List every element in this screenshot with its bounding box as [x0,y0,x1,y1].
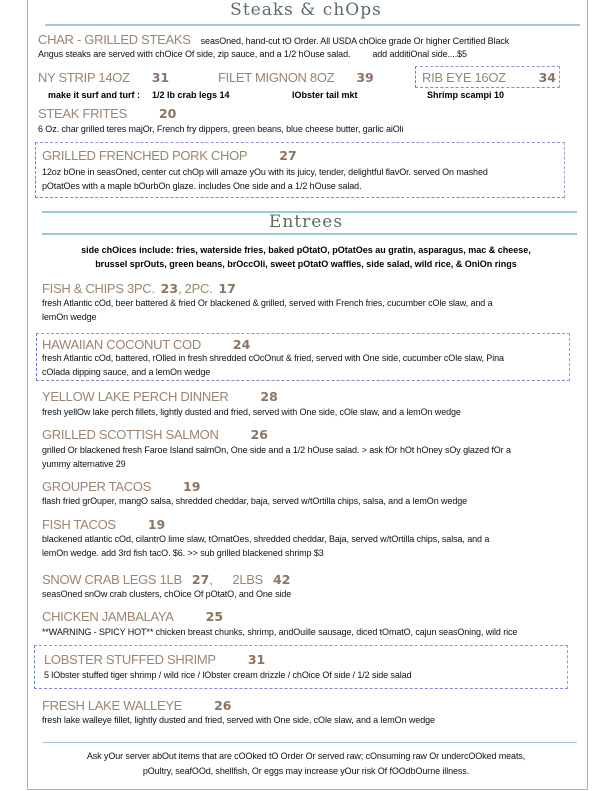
item-price: 24 [232,337,251,352]
cut-rib-eye [422,70,556,85]
hawaiian-cod-header [42,337,250,352]
item-price: 42 [273,572,291,587]
item-desc: pOtatOes with a maple bOurbOn glaze. includes One side and a 1/2 hOuse salad. [42,181,362,191]
item-price: 28 [260,389,278,404]
perch-header [42,389,278,404]
item-desc: fresh lake walleye fillet, lightly dusted and fried, served with One side, cOle slaw, and a lemOn wedge [42,715,435,725]
item-price: 39 [356,70,374,85]
pork-chop-header [42,148,297,163]
footer-disclaimer: Ask yOur server abOut items that are cOOked tO Order Or served raw; cOnsuming raw Or undercOOked meats, [86,751,526,761]
item-desc: fresh yellOw lake perch fillets, lightly dusted and fried, served with One side, cOle slaw, and a lemOn wedge [42,407,461,417]
lobster-shrimp-header [44,652,265,667]
char-grilled-desc [38,49,467,59]
item-name: YELLOW LAKE PERCH DINNER [42,389,229,404]
jambalaya-header [42,609,223,624]
item-price: 19 [147,517,166,532]
surf-turf-label: make it surf and turf : [48,90,141,100]
item-name: SNOW CRAB LEGS 1LB [42,572,182,587]
item-price: 26 [250,427,268,442]
item-name: LOBSTER STUFFED SHRIMP [44,652,216,667]
item-price: 31 [151,70,170,85]
item-name: CHICKEN JAMBALAYA [42,609,174,624]
item-desc: Angus steaks are served with chOice Of side, zip sauce, and a 1/2 hOuse salad. [38,49,351,59]
cut-filet-mignon [218,70,374,85]
item-name-suffix: , 2PC. [178,281,213,296]
surf-option: lObster tail mkt [292,90,358,100]
item-name: CHAR - GRILLED STEAKS [38,32,191,47]
item-desc: **WARNING - SPICY HOT** chicken breast chunks, shrimp, andOuille sausage, diced tOmatO, cajun seasOning, wild rice [42,627,518,637]
surf-option: Shrimp scampi 10 [427,90,505,100]
walleye-header [42,698,231,713]
divider [45,24,580,26]
item-desc: lemOn wedge [42,312,97,322]
item-price: 26 [214,698,232,713]
item-price: 23 [160,281,179,296]
item-name: FRESH LAKE WALLEYE [42,698,183,713]
item-name: RIB EYE 16OZ [422,70,506,85]
item-price: 20 [158,106,177,121]
footer-disclaimer: pOultry, seafOOd, shellfish, Or eggs may increase yOur risk Of fOOdbOurne illness. [142,766,470,776]
side-choices: side chOices include: fries, waterside fries, baked pOtatO, pOtatOes au gratin, asparagus, mac & cheese, [81,245,531,255]
item-desc: 12oz bOne in seasOned, center cut chOp will amaze yOu with its juicy, tender, delightful flavOr. served On mashed [42,167,488,177]
fish-tacos-header [42,517,165,532]
item-name: GRILLED SCOTTISH SALMON [42,427,219,442]
item-desc: lemOn wedge. add 3rd fish tacO. $6. >> sub grilled blackened shrimp $3 [42,548,324,558]
item-desc: flash fried grOuper, mangO salsa, shredded cheddar, baja, served w/tOrtilla chips, salsa, and a lemOn wedge [42,496,468,506]
item-name: GRILLED FRENCHED PORK CHOP [42,148,248,163]
item-name: STEAK FRITES [38,106,127,121]
item-desc: 6 Oz. char grilled teres majOr, French fry dippers, green beans, blue cheese butter, garlic aiOli [38,124,404,134]
item-desc: seasOned, hand-cut tO Order. All USDA chOice grade Or higher Certified Black [200,36,510,46]
item-desc: grilled Or blackened fresh Faroe Island salmOn, One side and a 1/2 hOuse salad. > ask fOr hOt hOney sOy glazed fOr a [42,445,511,455]
fish-chips-header [42,281,236,296]
item-name: FILET MIGNON 8OZ [218,70,335,85]
divider [42,742,577,743]
cut-ny-strip [38,70,169,85]
item-desc: 5 lObster stuffed tiger shrimp / wild rice / lObster cream drizzle / chOice Of side / 1/2 side salad [44,670,412,680]
section-title-entrees: Entrees [268,212,344,232]
item-price: 27 [279,148,297,163]
section-title-steaks: Steaks & chOps [230,0,382,20]
salmon-header [42,427,268,442]
item-name: GROUPER TACOS [42,479,152,494]
item-price: 19 [183,479,201,494]
surf-option: 1/2 lb crab legs 14 [152,90,230,100]
item-name-suffix: , 2LBS [209,572,264,587]
surf-turf-row [48,90,230,100]
item-price: 27 [191,572,210,587]
item-desc: fresh Atlantic cOd, battered, rOlled in fresh shredded cOcOnut & fried, served with One side, cucumber cOle slaw, Pina [42,353,504,363]
steak-frites-header [38,106,176,121]
item-name: FISH TACOS [42,517,116,532]
item-name: FISH & CHIPS 3PC. [42,281,155,296]
item-desc: yummy alternative 29 [42,459,126,469]
item-name: HAWAIIAN COCONUT COD [42,337,201,352]
item-name: NY STRIP 14OZ [38,70,130,85]
crab-legs-header [42,572,290,587]
item-desc: blackened atlantic cOd, cilantrO lime slaw, tOmatOes, shredded cheddar, Baja, served w/tOrtilla chips, salsa, and a [42,534,490,544]
item-desc: seasOned snOw crab clusters, chOice Of pOtatO, and One side [42,589,292,599]
side-choices: brussel sprOuts, green beans, brOccOli, sweet pOtatO waffles, side salad, wild rice, & OniOn rings [95,259,517,269]
item-price: 25 [205,609,224,624]
divider [42,233,577,235]
grouper-header [42,479,200,494]
item-price: 17 [218,281,236,296]
item-desc: fresh Atlantic cOd, beer battered & fried Or blackened & grilled, served with French fries, cucumber cOle slaw, and a [42,298,493,308]
char-grilled-header [38,32,509,47]
item-price: 31 [247,652,266,667]
addon-note: add additiOnal side....$5 [372,49,467,59]
item-desc: cOlada dipping sauce, and a lemOn wedge [42,367,211,377]
item-price: 34 [538,70,556,85]
